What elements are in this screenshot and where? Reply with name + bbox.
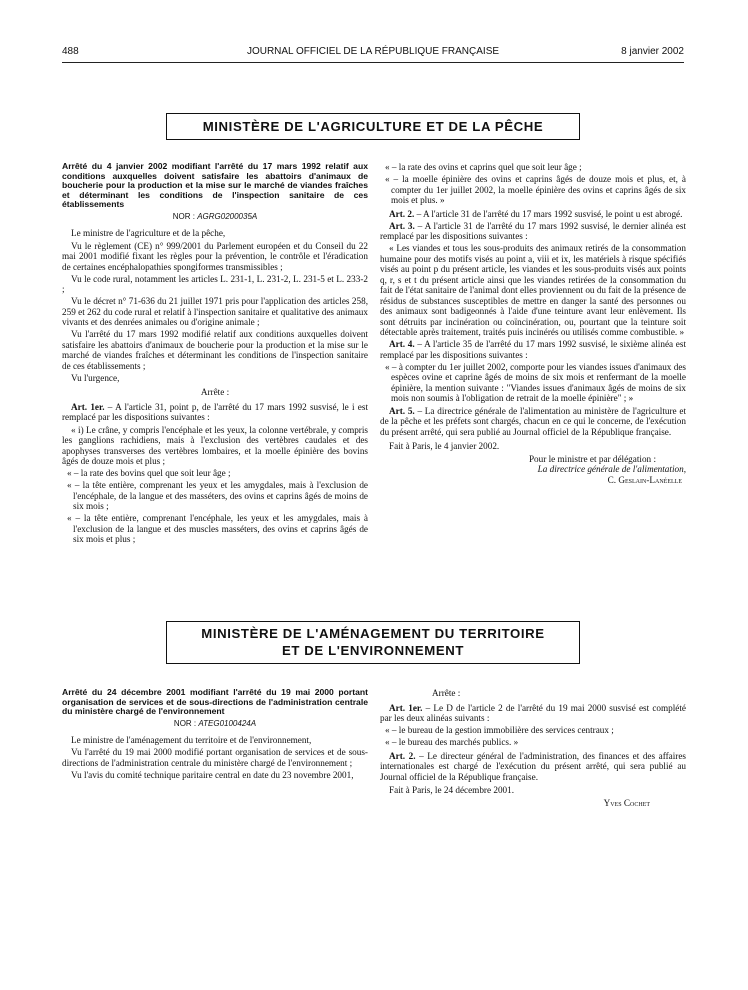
arrete1-right-column [380,162,686,485]
article-text: – La directrice générale de l'alimentation au ministère de l'agriculture et de la pêche et les préfets sont chargés, chacun en ce qui le concerne, de l'exécution du présent arrêté, qui sera publié au Journal officiel de la République française. [380,405,686,437]
ministry-environment-heading [166,621,580,664]
page-header [62,46,684,60]
article-item: « – la moelle épinière des ovins et caprins âgés de douze mois et plus, et, à compter du 1er juillet 2002, la moelle épinière des ovins et caprins âgés de six mois et plus. » [385,174,686,206]
signature-role-text: La directrice générale de l'alimentation, [537,464,686,475]
arrete2-left-column [62,688,368,782]
arrete-word: Arrête : [432,688,461,698]
arrete1-left-column [62,162,368,546]
article-label: Art. 1er. [71,401,105,412]
article-label: Art. 2. [389,750,416,761]
article-5 [380,406,686,438]
article-label: Art. 3. [389,220,415,231]
nor-label: NOR : [172,211,195,221]
ministry-agriculture-heading [166,113,580,140]
preamble-line: Vu le code rural, notamment les articles L. 231-1, L. 231-2, L. 231-5 et L. 233-2 ; [62,273,368,295]
arrete1-title: Arrêté du 4 janvier 2002 modifiant l'arrêté du 17 mars 1992 relatif aux conditions auxquelles doivent satisfaire les abattoirs d'animaux de boucherie pour la production et la mise sur le marché de viandes fraîches et déterminant les conditions de l'inspection sanitaire de ces établissements [62,161,368,210]
preamble-line: Le ministre de l'aménagement du territoire et de l'environnement, [71,735,312,746]
done-at: Fait à Paris, le 4 janvier 2002. [389,441,500,452]
article-1 [62,402,368,423]
article-4 [380,339,686,360]
article-text: – A l'article 31 de l'arrêté du 17 mars 1992 susvisé, le dernier alinéa est remplacé par les dispositions suivantes : [380,220,687,242]
article-text: – A l'article 35 de l'arrêté du 17 mars 1992 susvisé, le sixième alinéa est remplacé par les dispositions suivantes : [380,339,686,360]
article-4-quote: « – à compter du 1er juillet 2002, comporte pour les viandes issues d'animaux des espèces ovine et caprine âgés de moins de six mois et renfermant de la moelle épinière, la mention suivante : "Viandes issues d'animaux âgés de moins de six mois non soumis à l'obligation de retrait de la moelle épinière" ; » [385,361,686,404]
ministry-title: MINISTÈRE DE L'AGRICULTURE ET DE LA PÊCHE [202,119,544,134]
signature-line: Pour le ministre et par délégation : [528,453,656,464]
article-text: – Le directeur général de l'administration, des finances et des affaires internationales est chargé de l'exécution du présent arrêté, qui sera publié au Journal officiel de la République française. [380,750,686,782]
article-label: Art. 1er. [389,702,423,713]
article-label: Art. 5. [389,405,415,416]
article-item: « – le bureau des marchés publics. » [385,737,519,748]
preamble-line: Vu le décret n° 71-636 du 21 juillet 1971 pris pour l'application des articles 258, 259 et 262 du code rural et relatif à l'inspection sanitaire et qualitative des animaux vivants et des denrées animales ou d'origine animale ; [62,296,368,328]
arrete2-right-column [380,688,686,808]
article-item: « – le bureau de la gestion immobilière des services centraux ; [385,725,614,736]
preamble-line: Vu l'avis du comité technique paritaire central en date du 23 novembre 2001, [71,769,354,780]
article-2 [380,751,686,783]
header-rule [62,62,684,63]
article-item: « – la tête entière, comprenant les yeux et les amygdales, mais à l'exclusion de l'encéphale, de la langue et des masséters, des ovins et caprins âgés de moins de six mois ; [67,480,368,512]
issue-date: 8 janvier 2002 [621,46,684,57]
article-label: Art. 4. [389,339,415,350]
preamble-line: Vu l'arrêté du 17 mars 1992 modifié relatif aux conditions auxquelles doivent satisfaire les abattoirs d'animaux de boucherie pour la production et la mise sur le marché de viandes fraîches et déterminant les conditions de l'inspection sanitaire de ces établissements ; [62,329,368,371]
article-item: « i) Le crâne, y compris l'encéphale et les yeux, la colonne vertébrale, y compris les ganglions rachidiens, mais à l'exclusion des vertèbres caudales et des apophyses transverses des vertèbres lombaires, et la moelle épinière des bovins âgés de douze mois et plus ; [62,424,368,467]
arrete2-title: Arrêté du 24 décembre 2001 modifiant l'arrêté du 19 mai 2000 portant organisation de services et de sous-directions de l'administration centrale du ministère chargé de l'environnement [62,687,368,717]
page-number: 488 [62,46,79,57]
nor-code: ATEG0100424A [198,718,257,728]
preamble-line: Le ministre de l'agriculture et de la pêche, [71,228,226,239]
ministry-title-line2: ET DE L'ENVIRONNEMENT [281,643,465,658]
article-item: « – la rate des bovins quel que soit leur âge ; [67,468,231,479]
signature-name: Yves Cochet [603,797,650,808]
arrete2-nor [62,719,368,730]
done-at: Fait à Paris, le 24 décembre 2001. [389,785,515,796]
signature-name: C. Geslain-Lanéelle [607,474,682,485]
article-3 [380,221,686,242]
article-item: « – la rate des ovins et caprins quel que soit leur âge ; [385,162,582,172]
article-1 [380,703,686,724]
article-text: – A l'article 31, point p, de l'arrêté du 17 mars 1992 susvisé, le i est remplacé par les dispositions suivantes : [62,401,368,423]
article-label: Art. 2. [389,208,415,219]
signature-role [380,464,686,475]
journal-title: JOURNAL OFFICIEL DE LA RÉPUBLIQUE FRANÇAISE [246,46,500,57]
article-text: – A l'article 31 de l'arrêté du 17 mars 1992 susvisé, le point u est abrogé. [414,208,683,219]
ministry-title-line1: MINISTÈRE DE L'AMÉNAGEMENT DU TERRITOIRE [201,626,545,641]
nor-code: AGRG0200035A [197,211,258,221]
arrete1-nor [62,212,368,223]
article-text: – Le D de l'article 2 de l'arrêté du 19 mai 2000 susvisé est complété par les deux alinéas suivants : [380,702,686,723]
article-item: « – la tête entière, comprenant l'encéphale, les yeux et les amygdales, mais à l'exclusion de la langue et des muscles masséters, des ovins et caprins âgés de six mois et plus ; [67,513,368,545]
preamble-line: Vu l'urgence, [71,372,120,383]
article-2 [380,209,686,220]
article-3-quote: « Les viandes et tous les sous-produits des animaux retirés de la consommation humaine pour des motifs visés au point a, viii et ix, les matériels à risque spécifiés visés au point p du présent article, les viandes et les sous-produits visés aux points q, r, s et t du présent article ainsi que les viandes retirées de la consommation du fait de l'état sanitaire de l'animal dont elles proviennent ou du fait de la présence de résidus de substances susceptibles de mettre en danger la santé des personnes ou des animaux sont badigeonnés à l'aide d'une teinture avant leur enlèvement. Ils sont détruits par incinération ou coïncinération, ou, pourtant que la teinture soit détectable après traitement, traités puis incinérés ou utilisés comme combustible. » [380,243,686,338]
preamble-line: Vu l'arrêté du 19 mai 2000 modifié portant organisation de services et de sous-directions de l'administration centrale du ministère chargé de l'environnement ; [62,747,368,768]
nor-label: NOR : [173,718,197,728]
arrete-word: Arrête : [200,387,230,398]
preamble-line: Vu le règlement (CE) n° 999/2001 du Parlement européen et du Conseil du 22 mai 2001 modifié fixant les règles pour la prévention, le contrôle et l'éradication de certaines encéphalopathies spongiformes transmissibles ; [62,240,368,272]
